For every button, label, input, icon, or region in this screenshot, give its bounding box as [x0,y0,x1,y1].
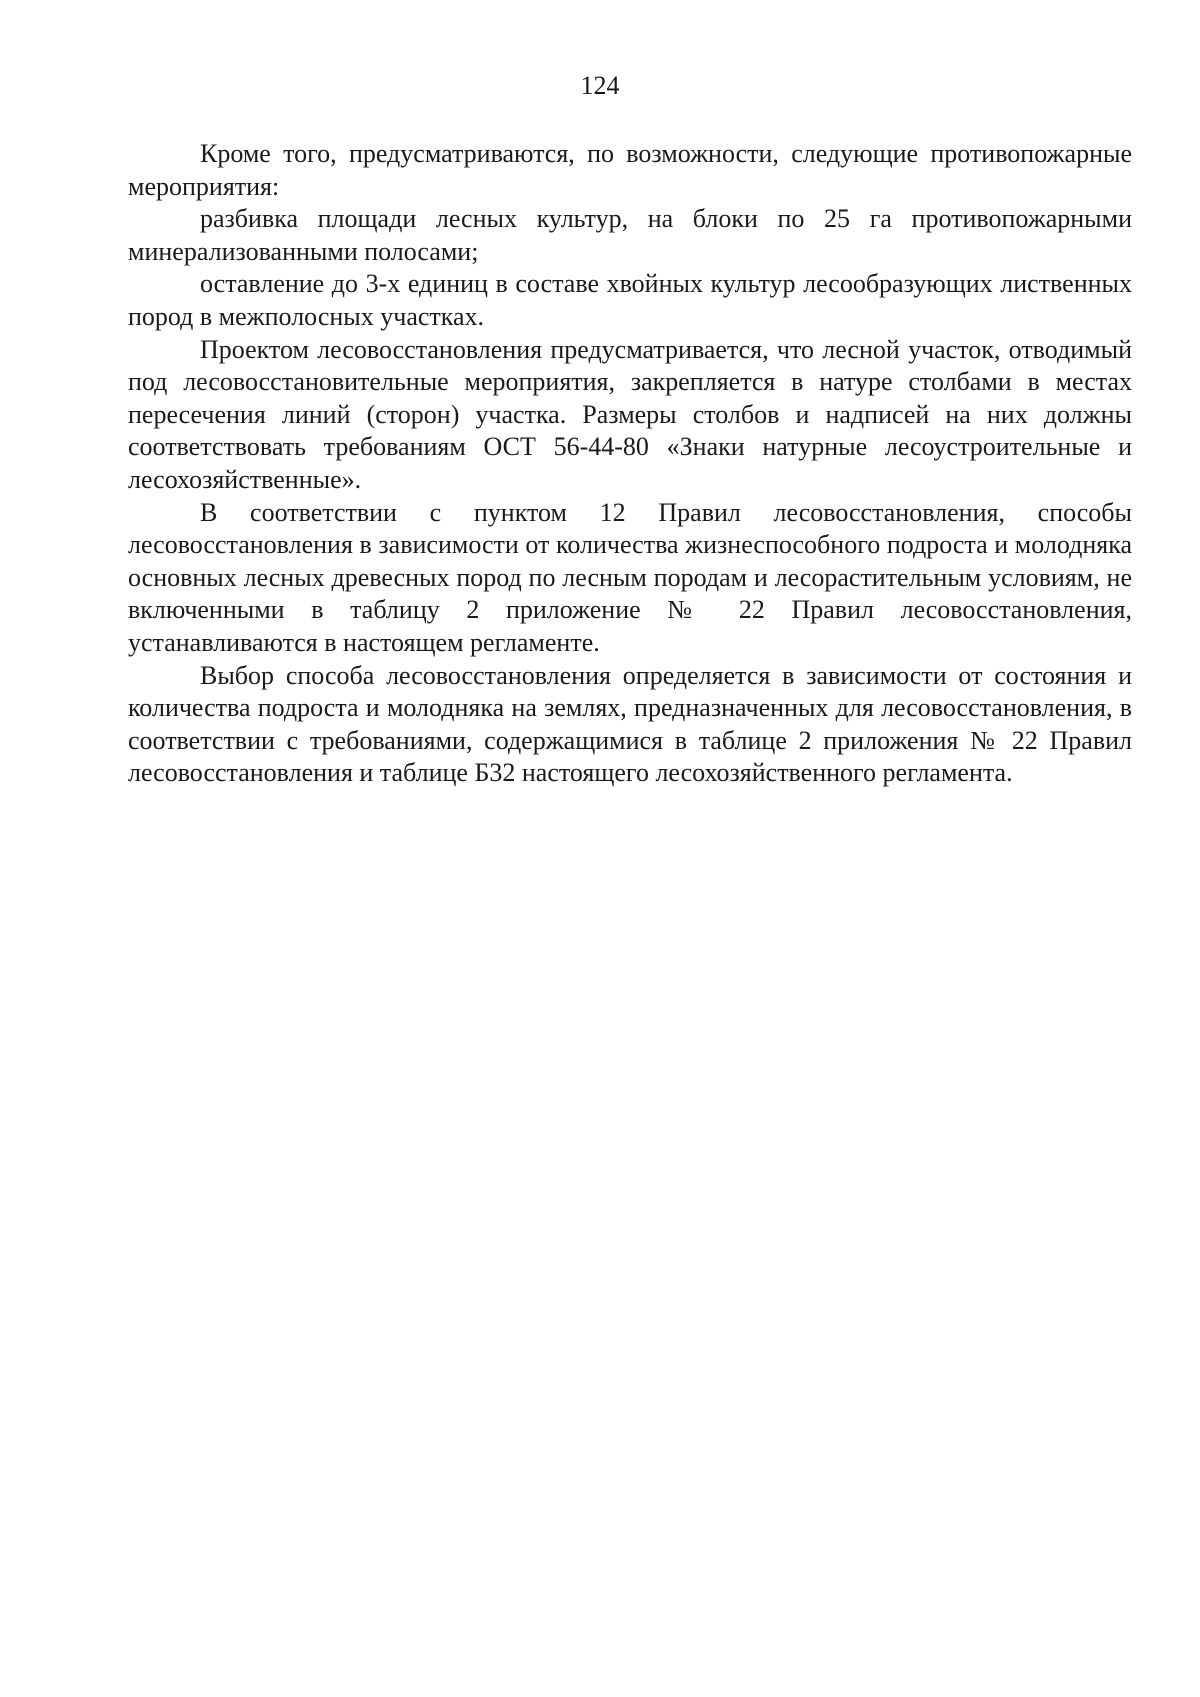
paragraph-fire-breaks: разбивка площади лесных культур, на блоки по 25 га противопожарными минерализованными полосами; [128,204,1132,266]
paragraph-restoration-methods: В соответствии с пунктом 12 Правил лесовосстановления, способы лесовосстановления в зависимости от количества жизнеспособного подроста и молодняка основных лесных древесных пород по лесным породам и лесорастительным условиям, не включенными в таблицу 2 приложение № 22 Правил лесовосстановления, устанавливаются в настоящем регламенте. [128,497,1132,657]
paragraph-site-marking: Проектом лесовосстановления предусматривается, что лесной участок, отводимый под лесовосстановительные мероприятия, закрепляется в натуре столбами в местах пересечения линий (сторон) участка. Размеры столбов и надписей на них должны соответствовать требованиям ОСТ 56-44-80 «Знаки натурные лесоустроительные и лесохозяйственные». [128,334,1132,494]
paragraph-fire-measures-intro: Кроме того, предусматриваются, по возможности, следующие противопожарные мероприятия: [128,139,1132,201]
page-number: 124 [580,71,620,100]
document-body [128,138,1132,790]
paragraph-deciduous-species: оставление до 3-х единиц в составе хвойных культур лесообразующих лиственных пород в межполосных участках. [128,269,1132,331]
paragraph-method-selection: Выбор способа лесовосстановления определяется в зависимости от состояния и количества подроста и молодняка на землях, предназначенных для лесовосстановления, в соответствии с требованиями, содержащимися в таблице 2 приложения № 22 Правил лесовосстановления и таблице Б32 настоящего лесохозяйственного регламента. [128,660,1132,788]
